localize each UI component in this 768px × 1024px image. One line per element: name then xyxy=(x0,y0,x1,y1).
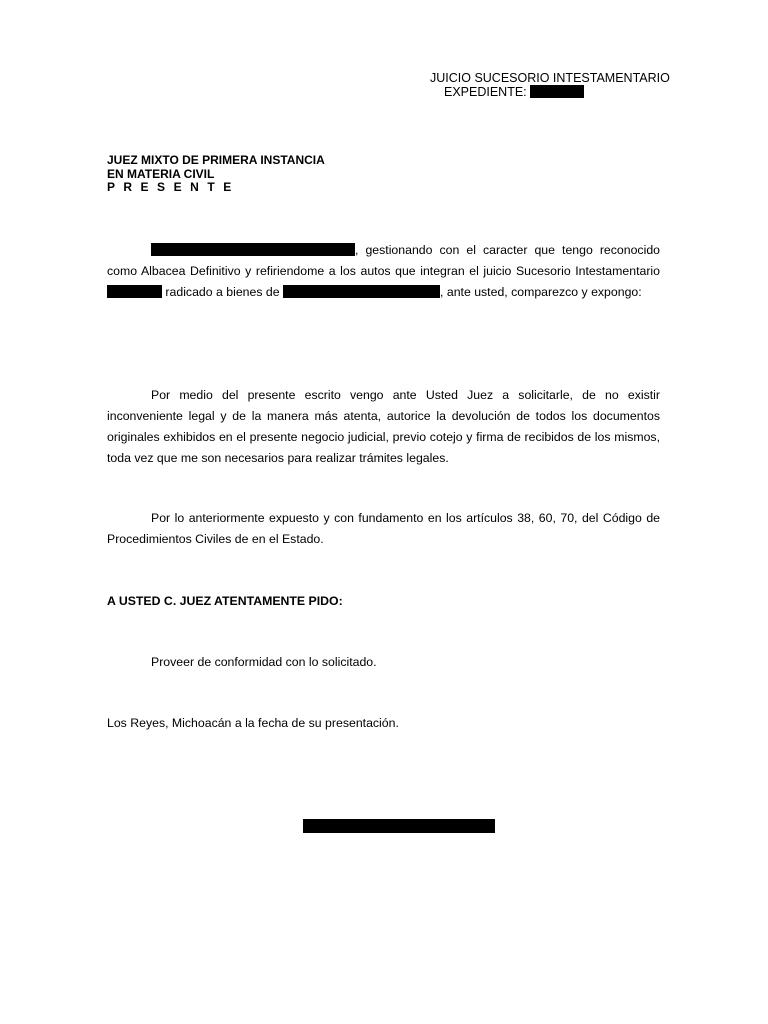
file-number-label: EXPEDIENTE: xyxy=(444,85,527,99)
redacted-deceased-name xyxy=(283,285,440,298)
redacted-file-number xyxy=(530,85,584,98)
legal-basis-paragraph xyxy=(107,508,660,550)
intro-text-b: radicado a bienes de xyxy=(162,285,284,299)
intro-paragraph xyxy=(107,240,660,303)
addressee-line-1: JUEZ MIXTO DE PRIMERA INSTANCIA xyxy=(107,153,325,167)
intro-text-c: , ante usted, comparezco y expongo: xyxy=(440,285,642,299)
request-text: Por medio del presente escrito vengo ante Usted Juez a solicitarle, de no existir inconveniente legal y de la manera más atenta, autorice la devolución de todos los documentos originales exhibidos en el presente negocio judicial, previo cotejo y firma de recibidos de los mismos, toda vez que me son necesarios para realizar trámites legales. xyxy=(107,388,660,465)
petition-heading: A USTED C. JUEZ ATENTAMENTE PIDO: xyxy=(107,594,343,608)
petition-text: Proveer de conformidad con lo solicitado. xyxy=(151,655,377,669)
place-date-line: Los Reyes, Michoacán a la fecha de su presentación. xyxy=(107,716,399,730)
redacted-signature xyxy=(303,819,495,833)
addressee-block xyxy=(107,154,325,195)
intro-text-a: , gestionando con el caracter que tengo reconocido como Albacea Definitivo y refiriendome a los autos que integran el juicio Sucesorio Intestamentario xyxy=(107,243,660,278)
addressee-line-3: P R E S E N T E xyxy=(107,180,234,194)
request-paragraph xyxy=(107,385,660,469)
legal-basis-text: Por lo anteriormente expuesto y con fundamento en los artículos 38, 60, 70, del Código de Procedimientos Civiles de en el Estado. xyxy=(107,511,660,546)
case-type: JUICIO SUCESORIO INTESTAMENTARIO xyxy=(430,71,670,85)
petition-paragraph xyxy=(107,652,660,673)
addressee-line-2: EN MATERIA CIVIL xyxy=(107,166,215,181)
redacted-petitioner-name xyxy=(151,243,355,256)
case-heading xyxy=(430,71,670,99)
redacted-case-number xyxy=(107,285,162,298)
file-number-line xyxy=(430,85,670,99)
